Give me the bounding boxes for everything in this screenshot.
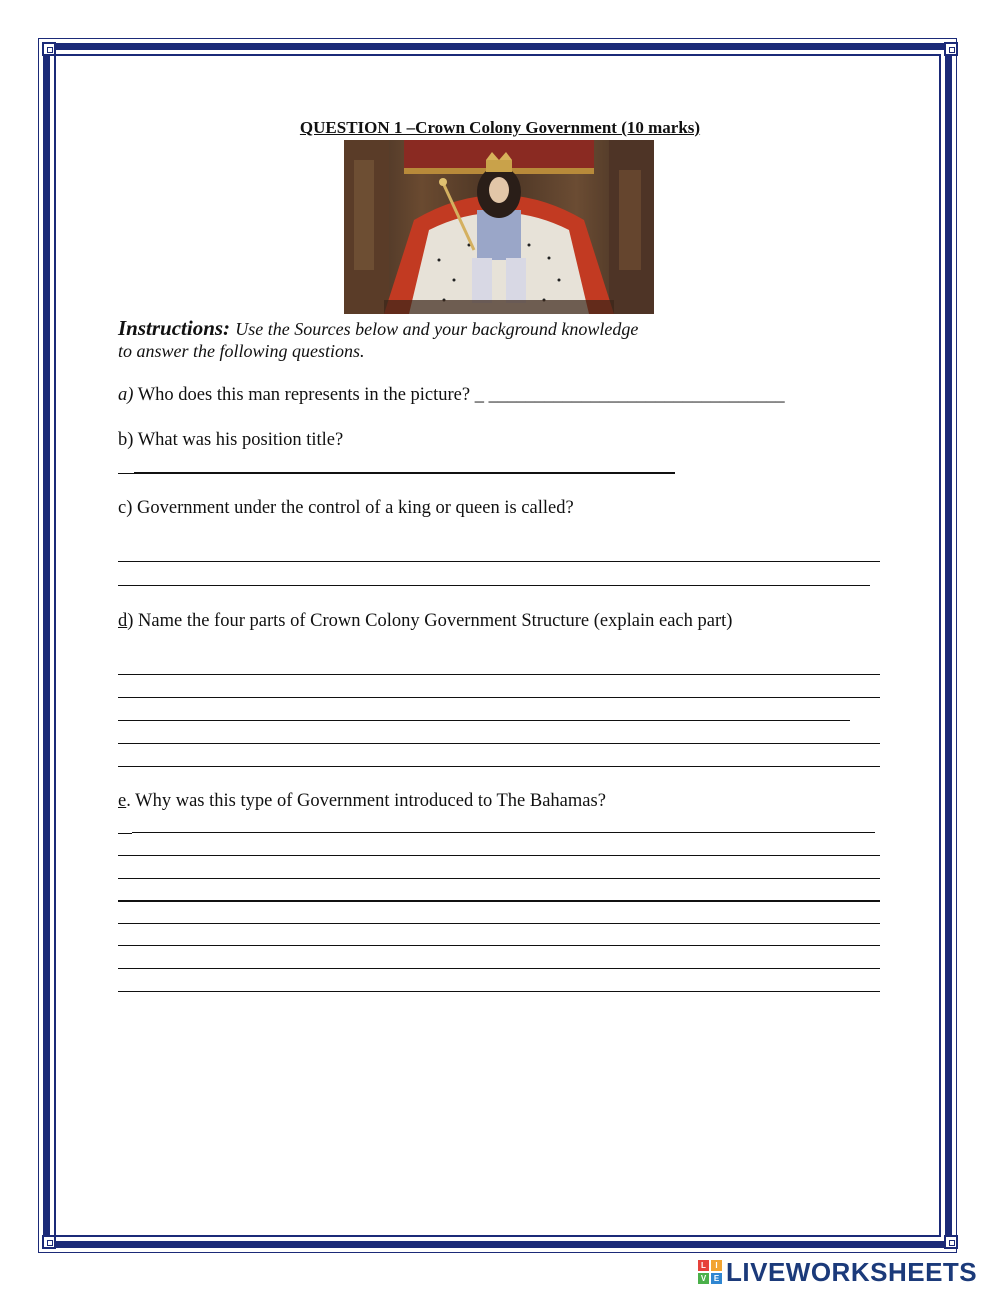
question-e (118, 791, 606, 812)
answer-line-d4[interactable] (118, 743, 880, 744)
instructions (118, 316, 638, 341)
answer-line-c1[interactable] (118, 561, 880, 562)
question-b: b) What was his position title? (118, 430, 344, 450)
answer-line-e4[interactable] (118, 900, 880, 902)
question-d-letter: d (118, 611, 128, 631)
border-corner-bottom-left (42, 1235, 56, 1249)
answer-line-e2[interactable] (118, 855, 880, 856)
answer-line-e1[interactable] (132, 832, 875, 833)
answer-line-e-lead (118, 833, 132, 834)
answer-line-d5[interactable] (118, 766, 880, 767)
logo-block-v: V (698, 1273, 709, 1284)
question-a-text: Who does this man represents in the picture? _ ________________________________ (133, 385, 785, 405)
logo-block-e: E (711, 1273, 722, 1284)
logo-text: LIVEWORKSHEETS (726, 1256, 978, 1287)
logo-block-l: L (698, 1260, 709, 1271)
question-d (118, 611, 732, 632)
border-corner-bottom-right (944, 1235, 958, 1249)
answer-line-b-lead (118, 473, 134, 474)
question-c: c) Government under the control of a king or queen is called? (118, 498, 574, 518)
answer-line-e7[interactable] (118, 968, 880, 969)
answer-line-e6[interactable] (118, 945, 880, 946)
border-corner-top-right (944, 42, 958, 56)
question-a (118, 385, 785, 406)
border-corner-top-left (42, 42, 56, 56)
instructions-label: Instructions: (118, 316, 231, 340)
page-title: QUESTION 1 –Crown Colony Government (10 marks) (299, 118, 701, 137)
answer-line-e8[interactable] (118, 991, 880, 992)
answer-line-e3[interactable] (118, 878, 880, 879)
liveworksheets-logo[interactable] (698, 1258, 977, 1286)
answer-line-d1[interactable] (118, 674, 880, 675)
question-e-text: . Why was this type of Government introduced to The Bahamas? (126, 791, 606, 811)
instructions-text-line2: to answer the following questions. (118, 341, 365, 361)
answer-line-b[interactable] (134, 472, 675, 474)
instructions-text-line1: Use the Sources below and your background knowledge (235, 319, 639, 339)
answer-line-d3[interactable] (118, 720, 850, 721)
king-portrait-image (344, 140, 654, 314)
question-a-letter: a) (118, 385, 134, 405)
question-d-text: ) Name the four parts of Crown Colony Government Structure (explain each part) (127, 611, 733, 631)
logo-blocks-icon (698, 1260, 722, 1284)
answer-line-d2[interactable] (118, 697, 880, 698)
question-e-letter: e (118, 791, 127, 811)
answer-line-e5[interactable] (118, 923, 880, 924)
logo-block-i: I (711, 1260, 722, 1271)
answer-line-c2[interactable] (118, 585, 870, 586)
